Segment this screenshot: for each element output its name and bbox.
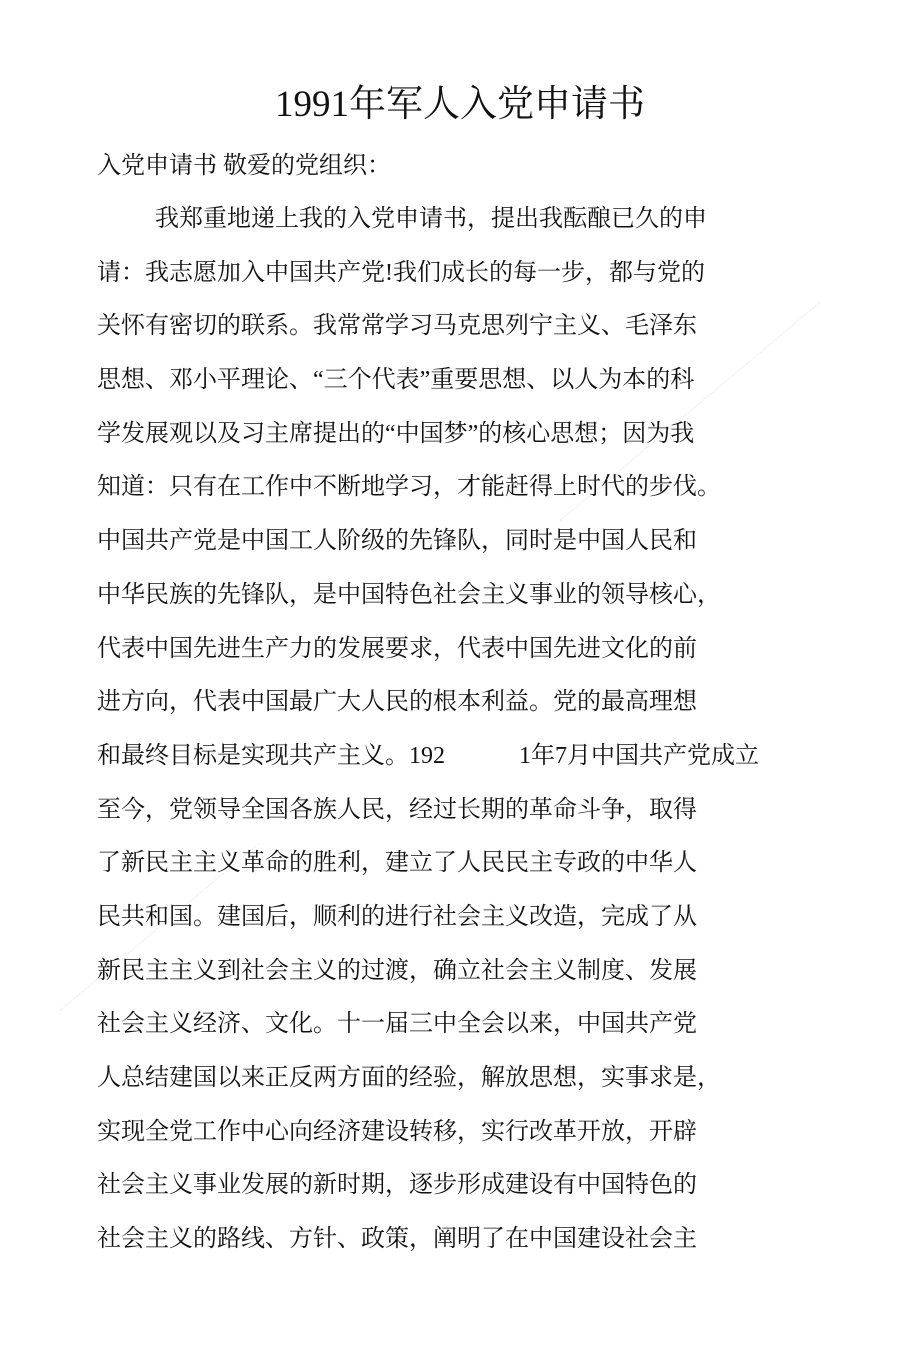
line-head: 和最终目标是实现共产主义。192 [97,742,445,769]
document-title: 1991年军人入党申请书 [275,84,645,125]
paragraph-line: 学发展观以及习主席提出的“中国梦”的核心思想；因为我 [97,420,695,447]
paragraph-line: 中华民族的先锋队，是中国特色社会主义事业的领导核心， [97,581,721,608]
paragraph-line: 新民主主义到社会主义的过渡，确立社会主义制度、发展 [97,957,697,984]
greeting: 入党申请书 敬爱的党组织： [97,153,391,179]
line-tail: 1年7月中国共产党成立 [519,742,759,769]
paragraph-line: 中国共产党是中国工人阶级的先锋队，同时是中国人民和 [97,528,697,555]
paragraph-line: 我郑重地递上我的入党申请书，提出我酝酿已久的申 [155,206,707,232]
paragraph-line: 思想、邓小平理论、“三个代表”重要思想、以人为本的科 [97,367,695,394]
paragraph-line: 请：我志愿加入中国共产党!我们成长的每一步，都与党的 [97,259,705,286]
paragraph-line: 人总结建国以来正反两方面的经验，解放思想，实事求是， [97,1065,721,1091]
paragraph-line: 社会主义的路线、方针、政策，阐明了在中国建设社会主 [97,1226,697,1253]
paragraph-line: 关怀有密切的联系。我常常学习马克思列宁主义、毛泽东 [97,313,697,340]
paragraph-line: 了新民主主义革命的胜利，建立了人民民主专政的中华人 [97,850,697,877]
document-body [97,199,857,1273]
paragraph-line: 进方向，代表中国最广大人民的根本利益。党的最高理想 [97,689,697,716]
paragraph-line: 实现全党工作中心向经济建设转移，实行改革开放，开辟 [97,1118,697,1145]
paragraph-line: 代表中国先进生产力的发展要求，代表中国先进文化的前 [97,635,697,662]
paragraph-line: 民共和国。建国后，顺利的进行社会主义改造，完成了从 [97,903,697,930]
paragraph-line: 社会主义事业发展的新时期，逐步形成建设有中国特色的 [97,1172,697,1199]
paragraph-line: 社会主义经济、文化。十一届三中全会以来，中国共产党 [97,1011,697,1038]
paragraph-line: 知道：只有在工作中不断地学习，才能赶得上时代的步伐。 [97,474,721,501]
paragraph-line: 至今，党领导全国各族人民，经过长期的革命斗争，取得 [97,796,697,823]
paragraph-line-split [97,736,857,790]
